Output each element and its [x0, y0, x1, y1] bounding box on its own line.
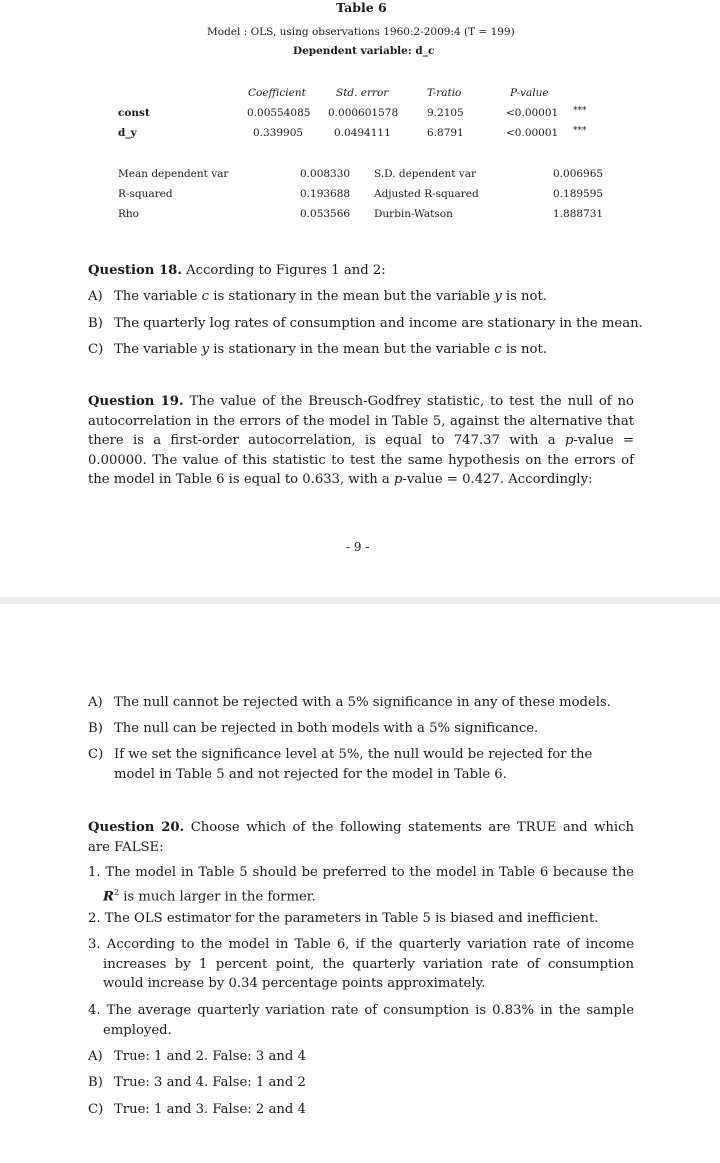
statement-2: 2. The OLS estimator for the parameters in Table 5 is biased and inefficient.: [88, 911, 599, 926]
question-18-option-c: C) The variable y is stationary in the mean but the variable c is not.: [88, 342, 547, 357]
stat-label: S.D. dependent var: [374, 168, 476, 180]
stat-value: 0.008330: [300, 168, 351, 180]
stat-value: 0.053566: [300, 208, 351, 220]
significance-stars: ***: [573, 126, 587, 136]
header-p-value: P-value: [510, 87, 549, 99]
question-title: Question 19.: [88, 394, 184, 409]
question-20-option-c: C) True: 1 and 3. False: 2 and 4: [88, 1102, 306, 1117]
question-18-option-a: A) The variable c is stationary in the mean but the variable y is not.: [88, 289, 547, 304]
question-18-option-b: B) The quarterly log rates of consumption and income are stationary in the mean.: [88, 316, 643, 331]
question-title: Question 20.: [88, 820, 185, 835]
question-19-stem: Question 19. The value of the Breusch-Godfrey statistic, to test the null of no autocorrelation in the errors of the model in Table 5, against the alternative that there is a first-order autocorrelation, is equal to 747.37 with a p-value = 0.00000. The value of this statistic to test the same hypothesis on the errors of the model in Table 6 is equal to 0.633, with a p-value = 0.427. Accordingly:: [88, 394, 635, 487]
significance-stars: ***: [573, 106, 587, 116]
stat-label: R-squared: [118, 188, 173, 200]
question-19-option-a: A) The null cannot be rejected with a 5% significance in any of these models.: [88, 695, 611, 710]
question-title: Question 18.: [88, 263, 182, 278]
statement-3: 3. According to the model in Table 6, if the quarterly variation rate of income increases by 1 percent point, the quarterly variation rate of consumption would increase by 0.34 percentage points approximately.: [88, 937, 634, 991]
question-20-option-b: B) True: 3 and 4. False: 1 and 2: [88, 1075, 306, 1090]
page-10: [0, 604, 720, 1163]
stat-label: Adjusted R-squared: [374, 188, 479, 200]
header-coefficient: Coefficient: [248, 87, 306, 99]
coefficient-value: 0.339905: [253, 127, 304, 139]
p-value: <0.00001: [506, 127, 559, 139]
stat-label: Durbin-Watson: [374, 208, 453, 220]
question-18-stem: Question 18. According to Figures 1 and 2:: [88, 263, 386, 278]
statement-1: 1. The model in Table 5 should be preferred to the model in Table 6 because the $R^2$ is much larger in the former.: [88, 865, 634, 904]
question-19-option-c: C) If we set the significance level at 5%, the null would be rejected for the model in Table 5 and not rejected for the model in Table 6.: [88, 747, 593, 782]
header-t-ratio: T-ratio: [427, 87, 462, 99]
coefficient-value: 0.00554085: [247, 107, 311, 119]
std-error-value: 0.000601578: [328, 107, 399, 119]
row-name: const: [118, 107, 150, 119]
stat-label: Mean dependent var: [118, 168, 229, 180]
page-number: - 9 -: [346, 540, 370, 554]
dependent-variable: Dependent variable: d_c: [293, 45, 435, 57]
row-name: d_y: [118, 127, 137, 139]
stat-label: Rho: [118, 208, 139, 220]
question-19-option-b: B) The null can be rejected in both models with a 5% significance.: [88, 721, 539, 736]
model-line: Model : OLS, using observations 1960:2-2009:4 (T = 199): [207, 26, 515, 38]
table-title: Table 6: [336, 0, 387, 15]
stat-value: 0.189595: [553, 188, 604, 200]
t-ratio-value: 6.8791: [427, 127, 464, 139]
stat-value: 0.193688: [300, 188, 351, 200]
question-20-stem: Question 20. Choose which of the following statements are TRUE and which are FALSE:: [88, 820, 634, 855]
t-ratio-value: 9.2105: [427, 107, 464, 119]
p-value: <0.00001: [506, 107, 559, 119]
header-std-error: Std. error: [336, 87, 389, 99]
stat-value: 1.888731: [553, 208, 604, 220]
std-error-value: 0.0494111: [334, 127, 391, 139]
stat-value: 0.006965: [553, 168, 604, 180]
statement-4: 4. The average quarterly variation rate of consumption is 0.83% in the sample employed.: [88, 1003, 634, 1038]
question-20-option-a: A) True: 1 and 2. False: 3 and 4: [88, 1049, 306, 1064]
